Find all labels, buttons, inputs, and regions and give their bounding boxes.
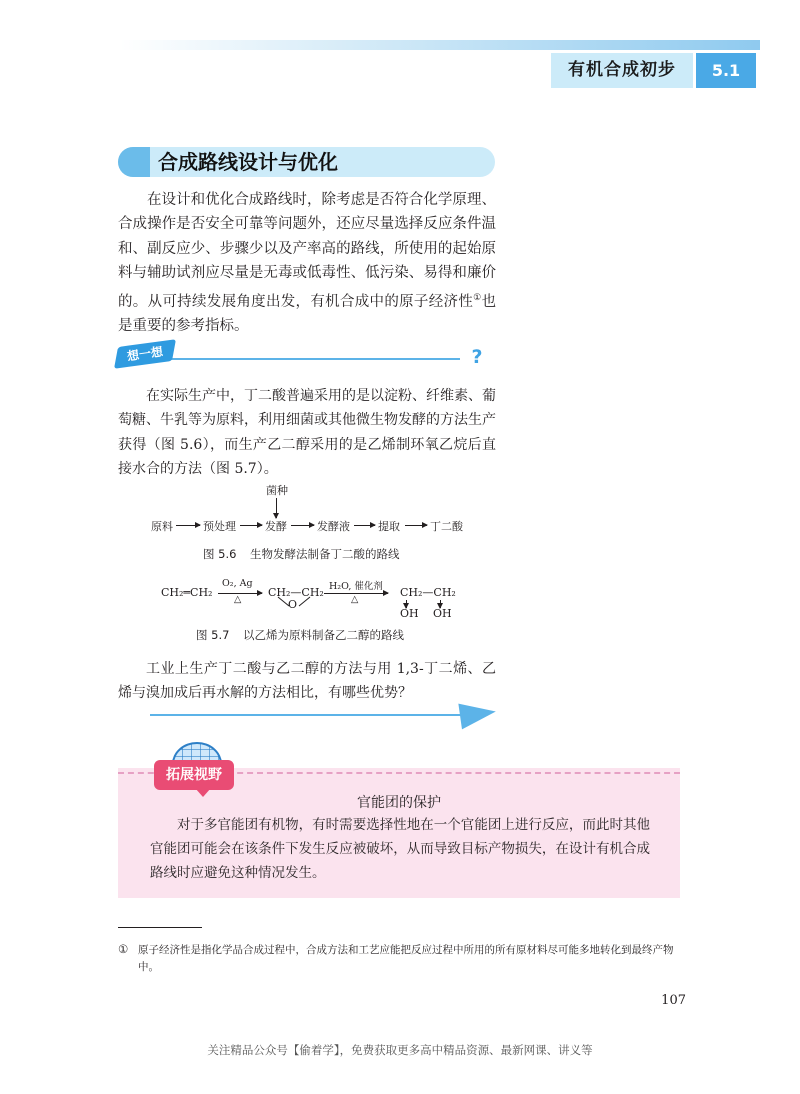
fig56-caption-number: 图 5.6 <box>203 547 237 561</box>
fig56-step: 发酵 <box>265 520 287 533</box>
footer-text: 关注精品公众号【偷着学】，免费获取更多高中精品资源、最新网课、讲义等 <box>207 1043 593 1057</box>
footnote-text: 原子经济性是指化学品合成过程中，合成方法和工艺应能把反应过程中所用的所有原材料尽可能多地转化到最终产物中。 <box>138 944 674 973</box>
section-title-accent <box>118 147 150 177</box>
fig57-oxygen: O <box>288 598 298 611</box>
footnote-reference[interactable]: ① <box>473 292 482 303</box>
fig56-step: 丁二酸 <box>430 520 463 533</box>
fig56-arrow <box>176 525 200 526</box>
page-number: 107 <box>661 993 686 1008</box>
fig56-input-arrow <box>276 498 277 518</box>
fig56-step: 原料 <box>151 520 173 533</box>
footnote-marker: ① <box>118 942 129 956</box>
fig57-reagent2: H₂O, 催化剂 <box>329 581 383 592</box>
fig57-oh-left: OH <box>400 607 419 620</box>
extension-title: 官能团的保护 <box>357 795 441 811</box>
fig57-intermediate: CH₂—CH₂ <box>268 586 324 599</box>
fig56-caption-text: 生物发酵法制备丁二酸的路线 <box>250 547 400 561</box>
fig57-oh-right: OH <box>433 607 452 620</box>
fig57-heat2: △ <box>351 594 359 605</box>
fig57-product: CH₂—CH₂ <box>400 586 456 599</box>
fig56-input-label: 菌种 <box>266 484 288 497</box>
think-arrow-tip <box>458 699 497 730</box>
fig57-caption-text: 以乙烯为原料制备乙二醇的路线 <box>243 628 404 642</box>
fig56-arrow <box>240 525 262 526</box>
fig56-step: 发酵液 <box>317 520 350 533</box>
fig57-reactant: CH₂═CH₂ <box>161 586 213 599</box>
fig56-arrow <box>354 525 375 526</box>
question-icon: ? <box>471 346 483 368</box>
fig56-step: 预处理 <box>203 520 236 533</box>
think-question: 工业上生产丁二酸与乙二醇的方法与用 1,3-丁二烯、乙烯与溴加成后再水解的方法相比，有哪些优势？ <box>118 661 496 702</box>
think-top-line <box>150 358 460 360</box>
chapter-title: 有机合成初步 <box>568 60 676 80</box>
header-band <box>120 40 760 50</box>
fig57-caption-number: 图 5.7 <box>196 628 230 642</box>
footnote-rule <box>118 927 202 928</box>
extension-paragraph: 对于多官能团有机物，有时需要选择性地在一个官能团上进行反应，而此时其他官能团可能会在该条件下发生反应被破坏，从而导致目标产物损失，在设计有机合成路线时应避免这种情况发生。 <box>150 817 650 881</box>
think-bottom-line <box>150 714 480 716</box>
section-title: 合成路线设计与优化 <box>158 150 338 174</box>
intro-paragraph <box>118 188 496 338</box>
think-label: 想一想 <box>126 344 164 364</box>
think-paragraph: 在实际生产中，丁二酸普遍采用的是以淀粉、纤维素、葡萄糖、牛乳等为原料，利用细菌或其他微生物发酵的方法生产获得（图 5.6），而生产乙二醇采用的是乙烯制环氧乙烷后直接水合的方法（图 5.7）。 <box>118 388 496 478</box>
fig57-heat1: △ <box>234 594 242 605</box>
intro-text-end: 也是重要的参考指标。 <box>118 293 496 334</box>
extension-label: 拓展视野 <box>166 767 222 783</box>
fig57-reagent1: O₂, Ag <box>222 578 253 589</box>
section-number: 5.1 <box>711 61 741 80</box>
fig56-arrow <box>291 525 314 526</box>
intro-text: 在设计和优化合成路线时，除考虑是否符合化学原理、合成操作是否安全可靠等问题外，还应尽量选择反应条件温和、副反应少、步骤少以及产率高的路线，所使用的起始原料与辅助试剂应尽量是无毒或低毒性、低污染、易得和廉价的。从可持续发展角度出发，有机合成中的原子经济性 <box>118 192 496 310</box>
fig56-arrow <box>405 525 427 526</box>
fig56-step: 提取 <box>378 520 400 533</box>
